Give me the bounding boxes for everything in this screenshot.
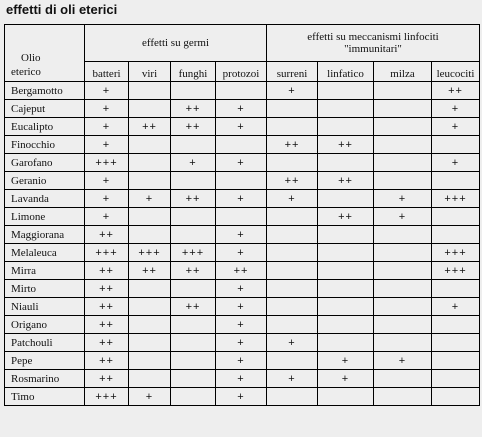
effect-cell [216, 136, 267, 154]
effect-cell [318, 118, 374, 136]
table-row [5, 280, 480, 298]
oil-name: Garofano [5, 154, 85, 172]
effect-cell: ++ [85, 280, 129, 298]
effect-cell: + [432, 100, 480, 118]
effect-cell [432, 352, 480, 370]
effect-cell: ++ [267, 172, 318, 190]
effect-cell [129, 100, 171, 118]
effect-cell [318, 226, 374, 244]
effect-cell: + [216, 370, 267, 388]
effect-cell [267, 226, 318, 244]
effect-cell [374, 82, 432, 100]
oil-name: Mirto [5, 280, 85, 298]
effect-cell: +++ [85, 244, 129, 262]
effect-cell [432, 208, 480, 226]
effect-cell [129, 208, 171, 226]
effect-cell: +++ [432, 190, 480, 208]
effect-cell [216, 172, 267, 190]
effect-cell [171, 352, 216, 370]
effect-cell [374, 244, 432, 262]
effect-cell: + [85, 118, 129, 136]
essential-oils-table [4, 24, 480, 406]
effect-cell: + [374, 352, 432, 370]
effect-cell [432, 136, 480, 154]
effect-cell [374, 172, 432, 190]
effect-cell [129, 316, 171, 334]
effect-cell [129, 82, 171, 100]
effect-cell [374, 280, 432, 298]
effect-cell [374, 298, 432, 316]
effect-cell: +++ [85, 154, 129, 172]
oil-name: Cajeput [5, 100, 85, 118]
effect-cell [129, 154, 171, 172]
effect-cell [171, 388, 216, 406]
effect-cell: + [216, 190, 267, 208]
effect-cell: ++ [318, 172, 374, 190]
effect-cell: + [216, 226, 267, 244]
effect-cell: ++ [171, 298, 216, 316]
effect-cell: + [267, 82, 318, 100]
effect-cell [171, 208, 216, 226]
oil-name: Geranio [5, 172, 85, 190]
effect-cell [171, 82, 216, 100]
table-row [5, 100, 480, 118]
effect-cell [216, 82, 267, 100]
table-row [5, 208, 480, 226]
effect-cell [374, 388, 432, 406]
essential-oils-table-container [4, 24, 479, 434]
effect-cell [171, 316, 216, 334]
effect-cell [267, 118, 318, 136]
effect-cell: + [85, 100, 129, 118]
effect-cell [129, 334, 171, 352]
header-row-groups [5, 25, 480, 62]
table-row [5, 154, 480, 172]
effect-cell [171, 136, 216, 154]
table-row [5, 388, 480, 406]
oil-name: Mirra [5, 262, 85, 280]
table-row [5, 334, 480, 352]
effect-cell: + [432, 118, 480, 136]
oil-name: Patchouli [5, 334, 85, 352]
column-header-funghi: funghi [171, 62, 216, 82]
effect-cell [374, 334, 432, 352]
effect-cell: + [216, 388, 267, 406]
effect-cell [318, 388, 374, 406]
oil-name: Pepe [5, 352, 85, 370]
group-header-germs: effetti su germi [85, 25, 267, 62]
effect-cell: ++ [85, 226, 129, 244]
effect-cell: + [318, 370, 374, 388]
effect-cell [129, 280, 171, 298]
effect-cell: + [129, 190, 171, 208]
effect-cell [129, 226, 171, 244]
effect-cell: + [374, 208, 432, 226]
effect-cell: + [374, 190, 432, 208]
effect-cell [267, 388, 318, 406]
effect-cell: ++ [267, 136, 318, 154]
table-row [5, 172, 480, 190]
effect-cell: ++ [171, 100, 216, 118]
effect-cell [374, 154, 432, 172]
effect-cell: + [85, 82, 129, 100]
effect-cell: ++ [171, 190, 216, 208]
effect-cell [374, 136, 432, 154]
column-header-protozoi: protozoi [216, 62, 267, 82]
effect-cell [374, 118, 432, 136]
table-row [5, 298, 480, 316]
table-body [5, 82, 480, 406]
table-row [5, 226, 480, 244]
effect-cell: + [216, 298, 267, 316]
page-title: effetti di oli eterici [6, 2, 118, 17]
column-header-batteri: batteri [85, 62, 129, 82]
table-row [5, 82, 480, 100]
effect-cell [432, 280, 480, 298]
effect-cell: + [85, 190, 129, 208]
effect-cell [318, 280, 374, 298]
effect-cell: + [85, 136, 129, 154]
effect-cell: +++ [171, 244, 216, 262]
effect-cell: ++ [432, 82, 480, 100]
effect-cell: ++ [318, 136, 374, 154]
effect-cell: ++ [318, 208, 374, 226]
effect-cell: +++ [129, 244, 171, 262]
table-row [5, 136, 480, 154]
effect-cell [318, 82, 374, 100]
effect-cell: + [85, 172, 129, 190]
table-row [5, 316, 480, 334]
table-row [5, 370, 480, 388]
effect-cell [267, 244, 318, 262]
effect-cell: + [216, 352, 267, 370]
effect-cell: + [216, 118, 267, 136]
effect-cell [216, 208, 267, 226]
effect-cell [171, 370, 216, 388]
oil-name: Bergamotto [5, 82, 85, 100]
effect-cell: + [216, 244, 267, 262]
table-row [5, 244, 480, 262]
effect-cell [267, 154, 318, 172]
effect-cell: + [267, 190, 318, 208]
group-header-immune: effetti su meccanismi linfociti "immunitari" [267, 25, 480, 62]
effect-cell: + [216, 100, 267, 118]
oil-name: Finocchio [5, 136, 85, 154]
effect-cell [318, 316, 374, 334]
effect-cell [318, 100, 374, 118]
column-header-viri: viri [129, 62, 171, 82]
effect-cell: ++ [129, 118, 171, 136]
effect-cell [432, 226, 480, 244]
effect-cell: +++ [432, 244, 480, 262]
effect-cell [318, 334, 374, 352]
effect-cell: ++ [85, 298, 129, 316]
effect-cell [129, 136, 171, 154]
effect-cell: ++ [85, 370, 129, 388]
effect-cell: ++ [171, 262, 216, 280]
oil-name: Timo [5, 388, 85, 406]
effect-cell [171, 172, 216, 190]
effect-cell [129, 370, 171, 388]
effect-cell: ++ [85, 316, 129, 334]
effect-cell [432, 172, 480, 190]
effect-cell [267, 352, 318, 370]
oil-name: Origano [5, 316, 85, 334]
oil-name: Niauli [5, 298, 85, 316]
effect-cell: ++ [216, 262, 267, 280]
effect-cell [267, 100, 318, 118]
effect-cell: + [216, 154, 267, 172]
effect-cell: ++ [85, 334, 129, 352]
effect-cell [171, 226, 216, 244]
oil-name: Limone [5, 208, 85, 226]
effect-cell [432, 334, 480, 352]
table-row [5, 118, 480, 136]
effect-cell [318, 298, 374, 316]
effect-cell: + [216, 316, 267, 334]
effect-cell: + [267, 334, 318, 352]
effect-cell: + [318, 352, 374, 370]
effect-cell: + [216, 334, 267, 352]
table-row [5, 190, 480, 208]
column-header-leucociti: leucociti [432, 62, 480, 82]
effect-cell [267, 208, 318, 226]
effect-cell: ++ [171, 118, 216, 136]
oil-name: Eucalipto [5, 118, 85, 136]
effect-cell [432, 370, 480, 388]
effect-cell [129, 172, 171, 190]
effect-cell [129, 352, 171, 370]
column-header-milza: milza [374, 62, 432, 82]
effect-cell [171, 280, 216, 298]
effect-cell [129, 298, 171, 316]
effect-cell [267, 298, 318, 316]
effect-cell: +++ [432, 262, 480, 280]
effect-cell [267, 280, 318, 298]
column-header-oil: Olio eterico [5, 25, 85, 82]
column-header-linfatico: linfatico [318, 62, 374, 82]
effect-cell: + [267, 370, 318, 388]
effect-cell [318, 244, 374, 262]
effect-cell [318, 190, 374, 208]
effect-cell [318, 262, 374, 280]
effect-cell: +++ [85, 388, 129, 406]
oil-name: Maggiorana [5, 226, 85, 244]
effect-cell: ++ [85, 352, 129, 370]
effect-cell: + [216, 280, 267, 298]
column-header-surreni: surreni [267, 62, 318, 82]
effect-cell: + [432, 154, 480, 172]
table-row [5, 262, 480, 280]
effect-cell [374, 316, 432, 334]
effect-cell [374, 100, 432, 118]
effect-cell [432, 388, 480, 406]
effect-cell [374, 226, 432, 244]
effect-cell [432, 316, 480, 334]
effect-cell: ++ [129, 262, 171, 280]
effect-cell: + [171, 154, 216, 172]
effect-cell [318, 154, 374, 172]
oil-name: Rosmarino [5, 370, 85, 388]
effect-cell: + [432, 298, 480, 316]
effect-cell: + [85, 208, 129, 226]
oil-name: Lavanda [5, 190, 85, 208]
effect-cell: ++ [85, 262, 129, 280]
effect-cell [374, 370, 432, 388]
table-row [5, 352, 480, 370]
effect-cell: + [129, 388, 171, 406]
effect-cell [171, 334, 216, 352]
effect-cell [267, 262, 318, 280]
effect-cell [267, 316, 318, 334]
effect-cell [374, 262, 432, 280]
oil-name: Melaleuca [5, 244, 85, 262]
